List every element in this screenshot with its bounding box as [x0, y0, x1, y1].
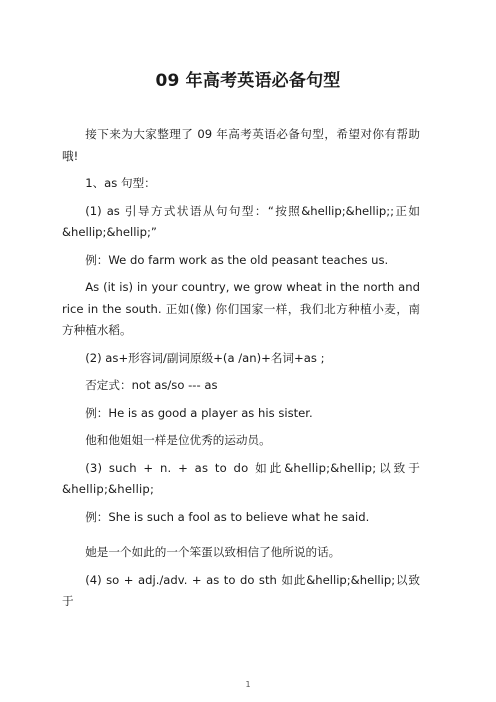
- translation-paragraph: 她是一个如此的一个笨蛋以致相信了他所说的话。: [85, 545, 341, 559]
- section-heading: 1、as 句型：: [85, 176, 156, 190]
- paragraph: (4) so + adj./adv. + as to do sth 如此&hellip;&hellip;以致于: [62, 572, 420, 608]
- paragraph: As (it is) in your country, we grow wheat in the north and rice in the south. 正如(像) 你们国家一样，我们北方种植小麦，南方种植水稻。: [62, 280, 420, 337]
- paragraph: (1) as 引导方式状语从句句型：“按照&hellip;&hellip;;正如&hellip;&hellip;”: [62, 203, 420, 239]
- paragraph: 否定式：not as/so --- as: [85, 378, 218, 392]
- example-paragraph: 例：He is as good a player as his sister.: [85, 405, 313, 420]
- paragraph: (2) as+形容词/副词原级+(a /an)+名词+as ;: [85, 350, 325, 365]
- example-paragraph: 例：We do farm work as the old peasant teaches us.: [85, 252, 389, 267]
- document-title: 09 年高考英语必备句型: [155, 71, 341, 91]
- document-body: [62, 124, 420, 619]
- example-paragraph: 例：She is such a fool as to believe what he said.: [85, 509, 370, 524]
- translation-paragraph: 他和他姐姐一样是位优秀的运动员。: [85, 433, 271, 447]
- intro-paragraph: 接下来为大家整理了 09 年高考英语必备句型，希望对你有帮助哦!: [62, 127, 420, 163]
- paragraph: (3) such + n. + as to do 如此&hellip;&hellip;以致于&hellip;&hellip;: [62, 460, 420, 496]
- page-number: 1: [245, 680, 251, 689]
